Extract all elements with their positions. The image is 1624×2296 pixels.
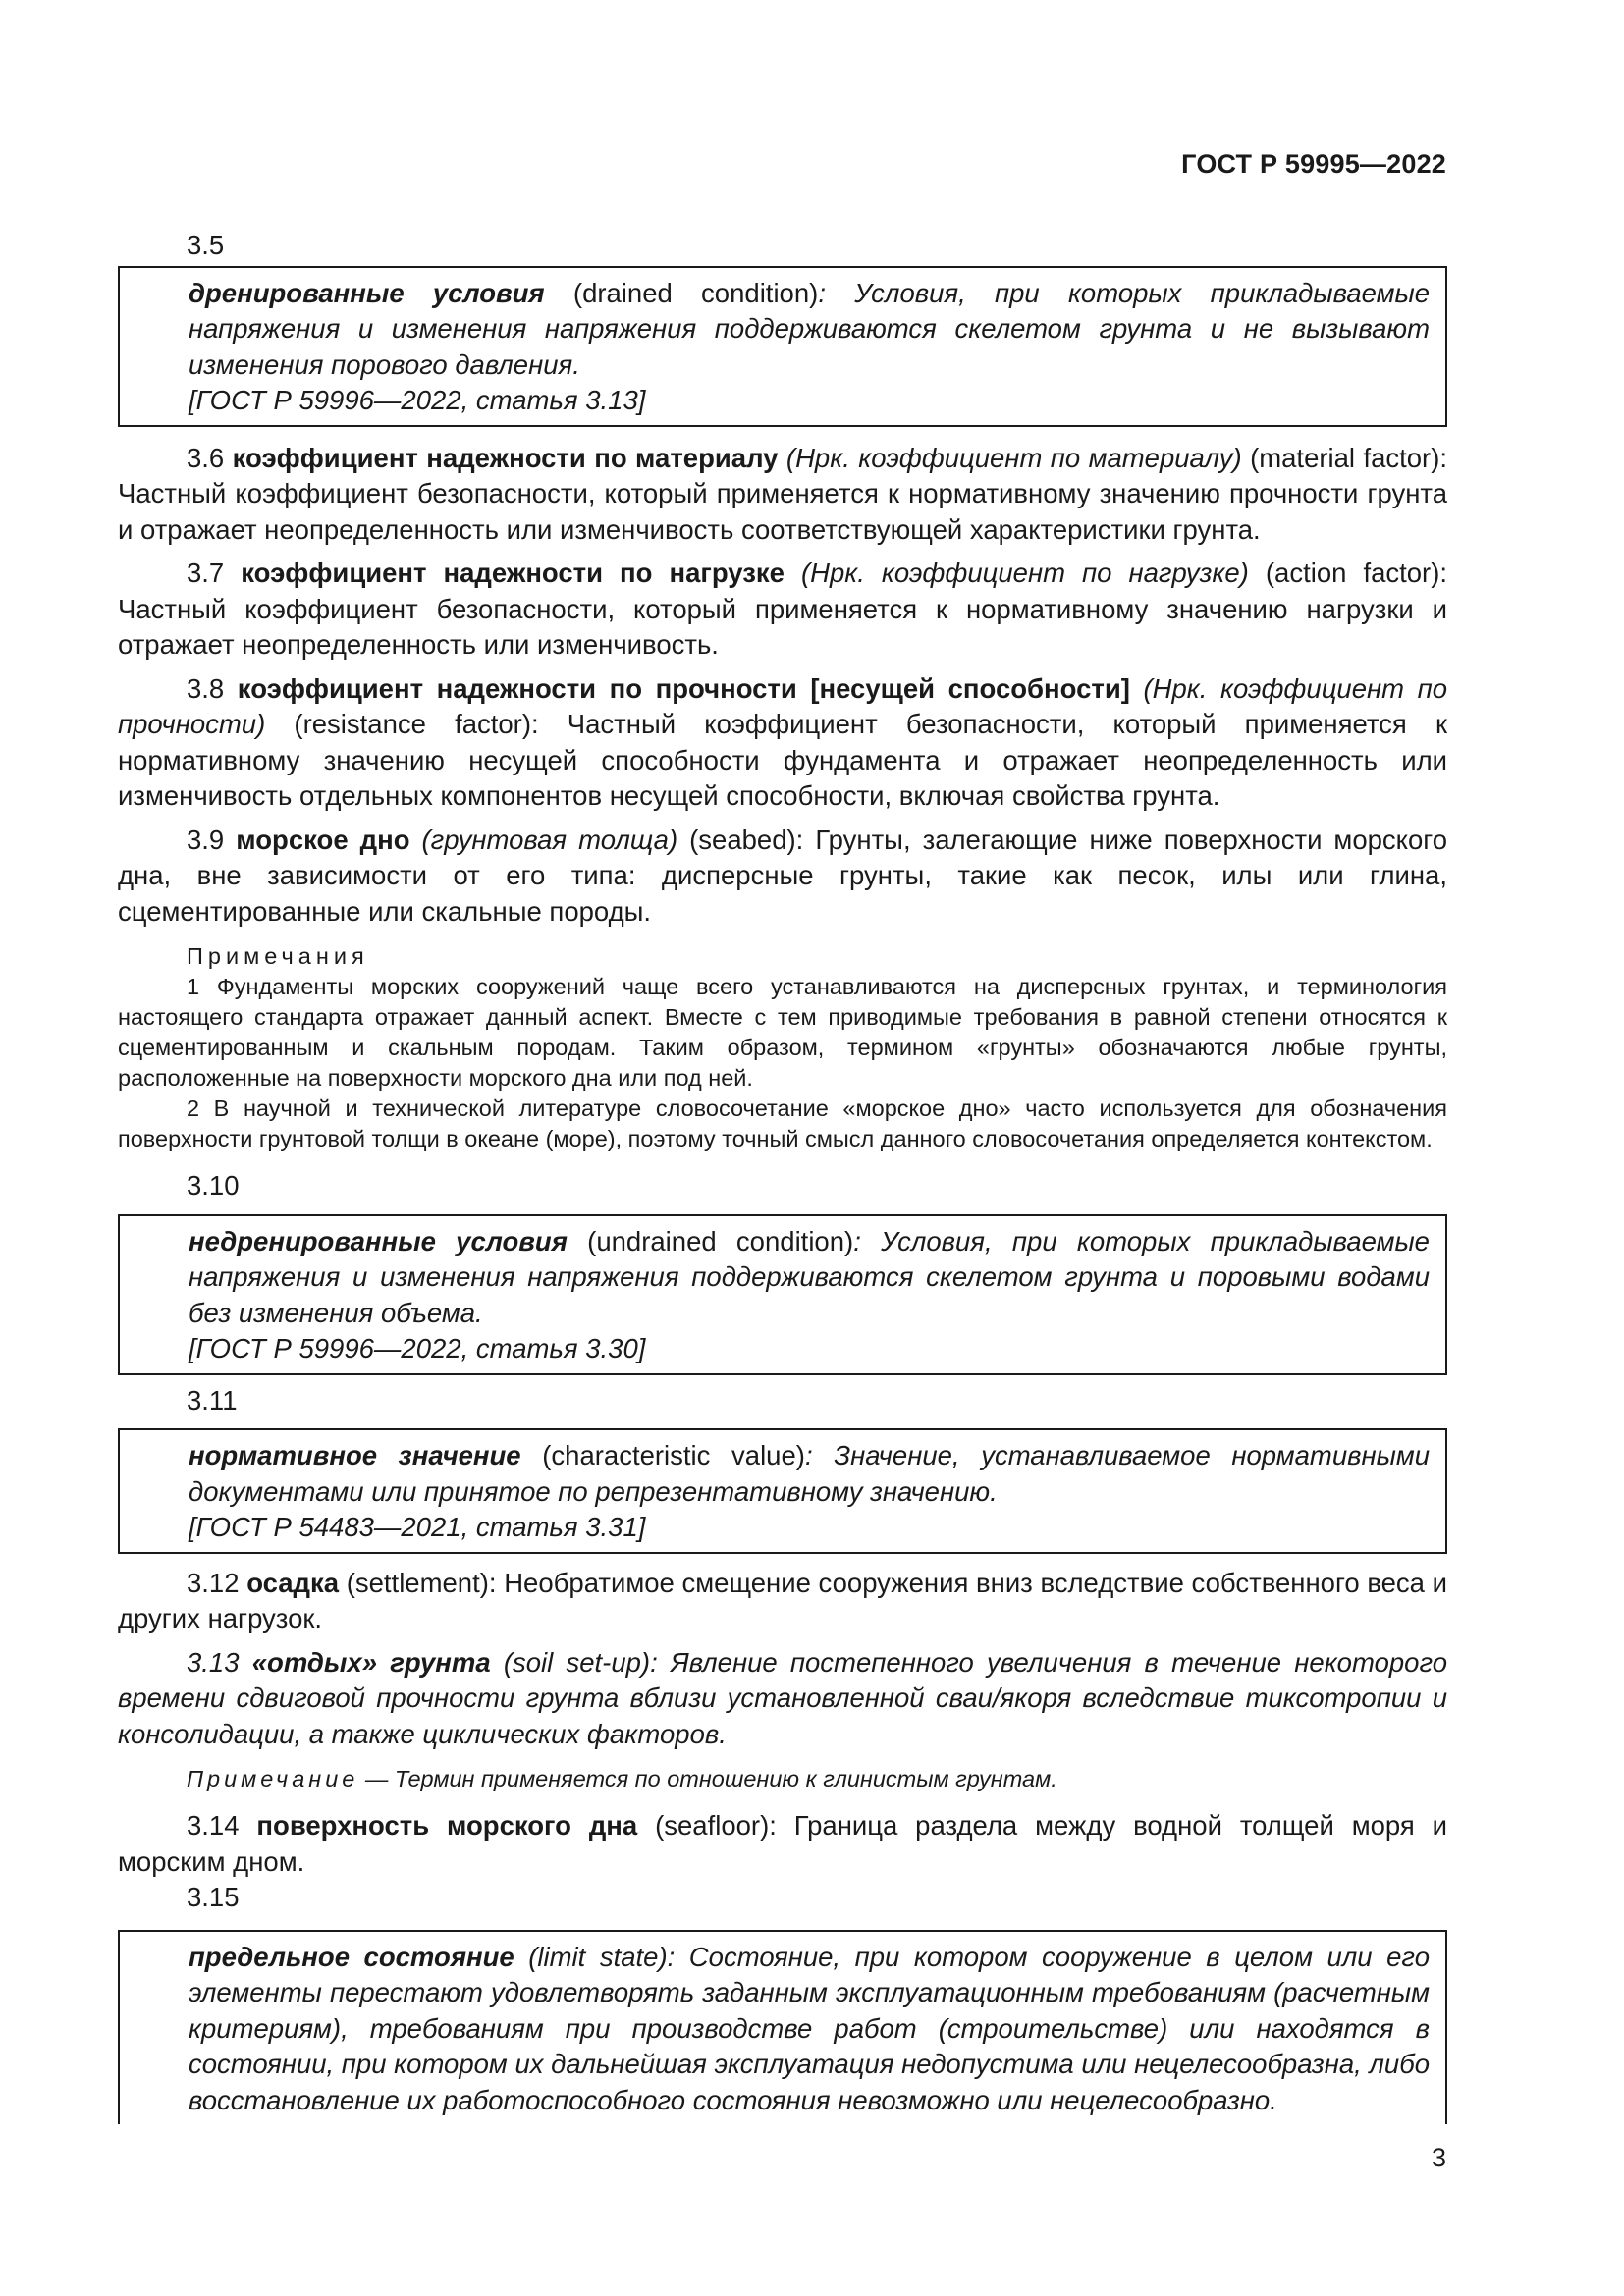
- definition: : Необратимое смещение сооружения вниз вследствие собственного веса и других нагрузок.: [118, 1567, 1447, 1633]
- entry-number: 3.13: [187, 1646, 240, 1678]
- entry-number: 3.5: [187, 230, 225, 260]
- entry-number: 3.10: [187, 1170, 240, 1201]
- term: предельное состояние: [189, 1941, 514, 1972]
- document-header: ГОСТ Р 59995—2022: [1181, 149, 1446, 179]
- citation-box-3-11: [118, 1428, 1447, 1554]
- citation-box-3-5: [118, 266, 1447, 427]
- term-english: (seabed): [689, 824, 796, 855]
- definition: : Условия, при которых прикладываемые напряжения и изменения напряжения поддерживаются скелетом грунта и не вызывают изменения порового давления.: [189, 277, 1431, 380]
- note-3-13: [118, 1764, 1447, 1794]
- entry-3-14: [118, 1808, 1447, 1880]
- definition: : Частный коэффициент безопасности, который применяется к нормативному значению прочности грунта и отражает неопределенность или изменчивость соответствующей характеристики грунта.: [118, 442, 1448, 545]
- term: «отдых» грунта: [251, 1646, 491, 1678]
- definition: : Явление постепенного увеличения в течение некоторого времени сдвиговой прочности грунта вблизи установленной сваи/якоря вследствие тиксотропии и консолидации, а также циклических факторов.: [118, 1646, 1447, 1749]
- term: коэффициент надежности по прочности [несущей способности]: [237, 672, 1130, 704]
- entry-3-9: [118, 823, 1447, 931]
- term: осадка: [246, 1567, 340, 1598]
- term: дренированные условия: [189, 277, 545, 308]
- citation-box-3-15: [118, 1930, 1447, 2125]
- entry-3-12: [118, 1566, 1447, 1637]
- entry-number: 3.12: [187, 1567, 240, 1598]
- entry-number: 3.9: [187, 824, 225, 855]
- entry-number: 3.7: [187, 558, 225, 588]
- notes-3-9: [118, 941, 1447, 1154]
- term-english: (material factor): [1250, 442, 1440, 473]
- term: морское дно: [236, 824, 410, 855]
- term: недренированные условия: [189, 1225, 568, 1256]
- entry-3-10: [189, 1224, 1430, 1332]
- entry-3-7: [118, 556, 1447, 664]
- entry-number: 3.11: [187, 1384, 238, 1415]
- term-english: (action factor): [1265, 558, 1440, 588]
- term-english: (seafloor): [655, 1810, 770, 1841]
- citation-ref: [ГОСТ Р 59996—2022, статья 3.30]: [189, 1333, 646, 1363]
- term-english: (soil set-up): [503, 1646, 651, 1678]
- page-number: 3: [1431, 2143, 1446, 2172]
- definition: : Состояние, при котором сооружение в целом или его элементы перестают удовлетворять заданным эксплуатационным требованиям (расчетным критериям), требованиям при производстве работ (строительстве) или находятся в состоянии, при котором их дальнейшая эксплуатация недопустима или нецелесообразна, либо восстановление их работоспособного состояния невозможно или нецелесообразно.: [189, 1941, 1430, 2115]
- citation-ref: [ГОСТ Р 54483—2021, статья 3.31]: [189, 1512, 646, 1542]
- term-english: (drained condition): [572, 277, 819, 308]
- term-alternative: (грунтовая толща): [421, 824, 678, 855]
- entry-3-13: [118, 1645, 1447, 1753]
- term-english: (settlement): [346, 1567, 489, 1598]
- definition: : Граница раздела между водной толщей моря и морским дном.: [118, 1810, 1448, 1877]
- note-heading: Примечание: [187, 1766, 359, 1791]
- note-2: 2 В научной и технической литературе словосочетание «морское дно» часто используется для обозначения поверхности грунтовой толщи в океане (море), поэтому точный смысл данного словосочетания определяется контекстом.: [118, 1095, 1447, 1151]
- term-english: (resistance factor): [294, 709, 532, 739]
- term-alternative: (Нрк. коэффициент по прочности): [118, 672, 1448, 739]
- entry-3-11: [189, 1438, 1430, 1510]
- citation-ref: [ГОСТ Р 59996—2022, статья 3.13]: [189, 385, 646, 415]
- term-english: (characteristic value): [542, 1440, 805, 1470]
- definition: : Значение, устанавливаемое нормативными документами или принятое по репрезентативному значению.: [189, 1440, 1430, 1507]
- citation-box-3-10: [118, 1214, 1447, 1375]
- definition: : Условия, при которых прикладываемые напряжения и изменения напряжения поддерживаются скелетом грунта и поровыми водами без изменения объема.: [189, 1225, 1430, 1328]
- term: нормативное значение: [189, 1440, 521, 1470]
- entry-number: 3.8: [187, 672, 225, 704]
- notes-heading: Примечания: [187, 943, 369, 969]
- term-alternative: (Нрк. коэффициент по материалу): [785, 442, 1242, 473]
- term-english: (undrained condition): [587, 1225, 854, 1256]
- document-body: [118, 228, 1447, 2124]
- term: коэффициент надежности по нагрузке: [241, 558, 785, 588]
- note-1: 1 Фундаменты морских сооружений чаще всего устанавливаются на дисперсных грунтах, и терминология настоящего стандарта отражает данный аспект. Вместе с тем приводимые требования в равной степени относятся к сцементированным и скальным породам. Таким образом, термином «грунты» обозначаются любые грунты, расположенные на поверхности морского дна или под ней.: [118, 974, 1447, 1091]
- entry-3-15: [189, 1940, 1430, 2119]
- entry-3-5: [189, 276, 1430, 384]
- entry-number: 3.6: [187, 442, 225, 473]
- term: поверхность морского дна: [256, 1810, 638, 1841]
- term: коэффициент надежности по материалу: [232, 442, 779, 473]
- note-text: — Термин применяется по отношению к глинистым грунтам.: [358, 1766, 1057, 1791]
- definition: : Частный коэффициент безопасности, который применяется к нормативному значению несущей способности фундамента и отражает неопределенность или изменчивость отдельных компонентов несущей способности, включая свойства грунта.: [118, 709, 1448, 811]
- entry-3-8: [118, 671, 1447, 815]
- term-english: (limit state): [528, 1941, 668, 1972]
- entry-number: 3.14: [187, 1810, 240, 1841]
- term-alternative: (Нрк. коэффициент по нагрузке): [800, 558, 1249, 588]
- definition: : Грунты, залегающие ниже поверхности морского дна, вне зависимости от его типа: дисперсные грунты, такие как песок, илы или глина, сцементированные или скальные породы.: [118, 824, 1448, 927]
- definition: : Частный коэффициент безопасности, который применяется к нормативному значению нагрузки и отражает неопределенность или изменчивость.: [118, 558, 1448, 660]
- entry-3-6: [118, 441, 1447, 549]
- entry-number: 3.15: [187, 1882, 240, 1912]
